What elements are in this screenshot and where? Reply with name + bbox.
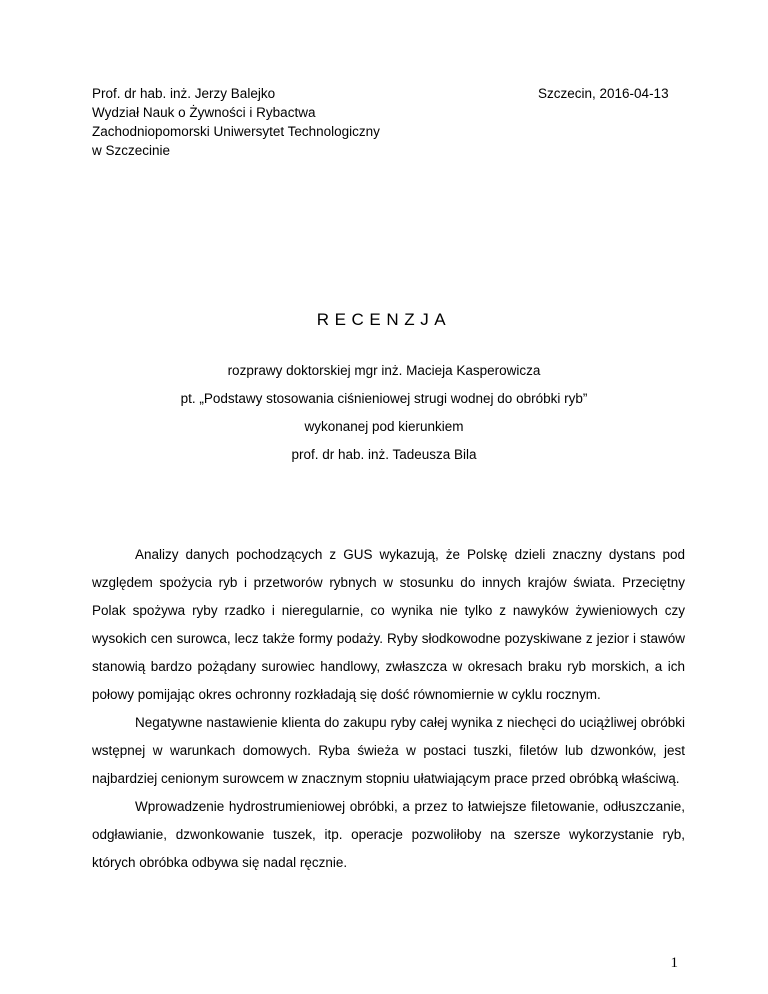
sender-faculty: Wydział Nauk o Żywności i Rybactwa: [92, 105, 316, 120]
sender-block: [92, 84, 380, 160]
sender-city: w Szczecinie: [92, 143, 171, 158]
sender-name: Prof. dr hab. inż. Jerzy Balejko: [92, 86, 276, 101]
place-date: Szczecin, 2016-04-13: [538, 86, 669, 101]
document-title: RECENZJA: [316, 310, 452, 329]
subtitle-line: rozprawy doktorskiej mgr inż. Macieja Kasperowicza: [227, 363, 541, 378]
paragraph: Negatywne nastawienie klienta do zakupu ryby całej wynika z niechęci do uciążliwej obróbki wstępnej w warunkach domowych. Ryba świeża w postaci tuszki, filetów lub dzwonków, jest najbardziej cenionym surowcem w znacznym stopniu ułatwiającym prace przed obróbką właściwą.: [92, 715, 685, 786]
paragraph: Analizy danych pochodzących z GUS wykazują, że Polskę dzieli znaczny dystans pod względem spożycia ryb i przetworów rybnych w stosunku do innych krajów świata. Przeciętny Polak spożywa ryby rzadko i nieregularnie, co wynika nie tylko z nawyków żywieniowych czy wysokich cen surowca, lecz także formy podaży. Ryby słodkowodne pozyskiwane z jezior i stawów stanowią bardzo pożądany surowiec handlowy, zwłaszcza w okresach braku ryb morskich, a ich połowy pomijając okres ochronny rozkładają się dość równomiernie w cyklu rocznym.: [92, 547, 685, 702]
body-text: [92, 541, 685, 877]
subtitle-line: prof. dr hab. inż. Tadeusza Bila: [291, 447, 477, 462]
subtitle-block: [0, 357, 768, 469]
paragraph: Wprowadzenie hydrostrumieniowej obróbki, a przez to łatwiejsze filetowanie, odłuszczanie, odgławianie, dzwonkowanie tuszek, itp. operacje pozwoliłoby na szersze wykorzystanie ryb, których obróbka odbywa się nadal ręcznie.: [92, 799, 685, 870]
subtitle-line: wykonanej pod kierunkiem: [304, 419, 464, 434]
page-number: 1: [670, 955, 678, 971]
sender-university: Zachodniopomorski Uniwersytet Technologiczny: [92, 124, 380, 139]
subtitle-line: pt. „Podstawy stosowania ciśnieniowej strugi wodnej do obróbki ryb”: [180, 391, 588, 406]
